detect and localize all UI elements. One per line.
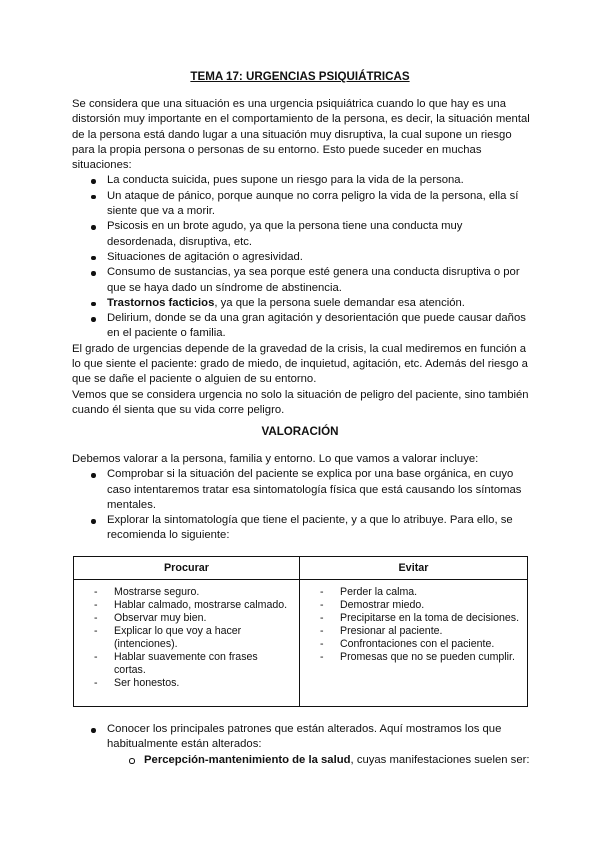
dash-icon: - — [94, 612, 98, 624]
table-header-evitar: Evitar — [300, 557, 528, 580]
list-item: Explorar la sintomatología que tiene el paciente, y a que lo atribuye. Para ello, se recomienda lo siguiente: — [107, 513, 532, 544]
list-item: - Precipitarse en la toma de decisiones. — [320, 612, 520, 624]
dash-icon: - — [94, 677, 98, 689]
procurar-list — [74, 586, 299, 690]
intro-paragraph: Se considera que una situación es una urgencia psiquiátrica cuando lo que hay es una distorsión muy importante en el comportamiento de la persona, es decir, la situación mental de la persona está dando lugar a una situación muy disruptiva, la cual supone un riesgo para la propia persona o personas de su entorno. Esto puede suceder en muchas situaciones: — [72, 98, 530, 172]
dash-icon: - — [320, 599, 324, 611]
table-header-procurar: Procurar — [74, 557, 300, 580]
table-header-row — [74, 557, 528, 580]
list-item: Percepción-mantenimiento de la salud, cuyas manifestaciones suelen ser: — [144, 753, 532, 768]
list-item: Comprobar si la situación del paciente se explica por una base orgánica, en cuyo caso intentaremos tratar esa sintomatología física que está causando los síntomas mentales. — [107, 467, 532, 513]
bullet-icon — [91, 519, 96, 524]
dash-icon: - — [320, 638, 324, 650]
dash-icon: - — [94, 599, 98, 611]
document-title: TEMA 17: URGENCIAS PSIQUIÁTRICAS — [190, 70, 410, 83]
dash-icon: - — [320, 625, 324, 637]
list-item: - Hablar calmado, mostrarse calmado. — [94, 599, 288, 611]
patrones-section — [72, 722, 532, 768]
patrones-list — [72, 722, 532, 753]
list-item: - Presionar al paciente. — [320, 625, 443, 637]
bullet-icon — [91, 195, 96, 200]
evitar-list — [300, 586, 527, 664]
procurar-evitar-table — [73, 556, 528, 707]
list-item: Situaciones de agitación o agresividad. — [107, 250, 532, 265]
dash-icon: - — [320, 651, 324, 663]
dash-icon: - — [320, 612, 324, 624]
bullet-icon — [91, 256, 96, 261]
evitar-cell — [300, 580, 528, 707]
bullet-icon — [91, 271, 96, 276]
list-item: - Explicar lo que voy a hacer (intenciones). — [94, 625, 242, 650]
dash-icon: - — [94, 625, 98, 637]
list-item: - Mostrarse seguro. — [94, 586, 200, 598]
list-item: - Promesas que no se pueden cumplir. — [320, 651, 515, 663]
bullet-icon — [91, 728, 96, 733]
list-item: Conocer los principales patrones que están alterados. Aquí mostramos los que habitualmente están alterados: — [107, 722, 532, 753]
dash-icon: - — [94, 651, 98, 663]
bullet-icon — [91, 473, 96, 478]
dash-icon: - — [320, 586, 324, 598]
section-heading-valoracion: VALORACIÓN — [261, 425, 339, 438]
bullet-icon — [91, 317, 96, 322]
list-item: - Ser honestos. — [94, 677, 180, 689]
list-item: Un ataque de pánico, porque aunque no corra peligro la vida de la persona, ella sí siente que va a morir. — [107, 189, 532, 220]
list-item: La conducta suicida, pues supone un riesgo para la vida de la persona. — [107, 173, 532, 188]
table-row — [74, 580, 528, 707]
bullet-icon — [91, 179, 96, 184]
list-item: Trastornos facticios, ya que la persona suele demandar esa atención. — [107, 296, 532, 311]
situations-list — [72, 173, 532, 341]
list-item: - Hablar suavemente con frases cortas. — [94, 651, 258, 676]
valoracion-list — [72, 467, 532, 543]
valoracion-intro: Debemos valorar a la persona, familia y entorno. Lo que vamos a valorar incluye: — [72, 453, 479, 465]
list-item: Delirium, donde se da una gran agitación y desorientación que puede causar daños en el paciente o familia. — [107, 311, 532, 342]
circle-bullet-icon — [129, 758, 135, 764]
vemos-paragraph: Vemos que se considera urgencia no solo la situación de peligro del paciente, sino también cuando él sienta que su vida corre peligro. — [72, 388, 529, 416]
dash-icon: - — [94, 586, 98, 598]
list-item: - Demostrar miedo. — [320, 599, 425, 611]
grado-paragraph: El grado de urgencias depende de la gravedad de la crisis, la cual mediremos en función a lo que siente el paciente: grado de miedo, de inquietud, agitación, etc. Además del riesgo a que se dañe el paciente o alguien de su entorno. — [72, 342, 528, 386]
patrones-sublist — [72, 753, 532, 768]
list-item: Consumo de sustancias, ya sea porque esté genera una conducta disruptiva o por que se haya dado un síndrome de abstinencia. — [107, 265, 532, 296]
bullet-icon — [91, 302, 96, 307]
list-item: - Confrontaciones con el paciente. — [320, 638, 495, 650]
bullet-icon — [91, 225, 96, 230]
list-item: - Perder la calma. — [320, 586, 418, 598]
procurar-cell — [74, 580, 300, 707]
valoracion-section — [72, 452, 532, 544]
intro-section — [72, 97, 532, 418]
list-item: - Observar muy bien. — [94, 612, 207, 624]
list-item: Psicosis en un brote agudo, ya que la persona tiene una conducta muy desordenada, disruptiva, etc. — [107, 219, 532, 250]
